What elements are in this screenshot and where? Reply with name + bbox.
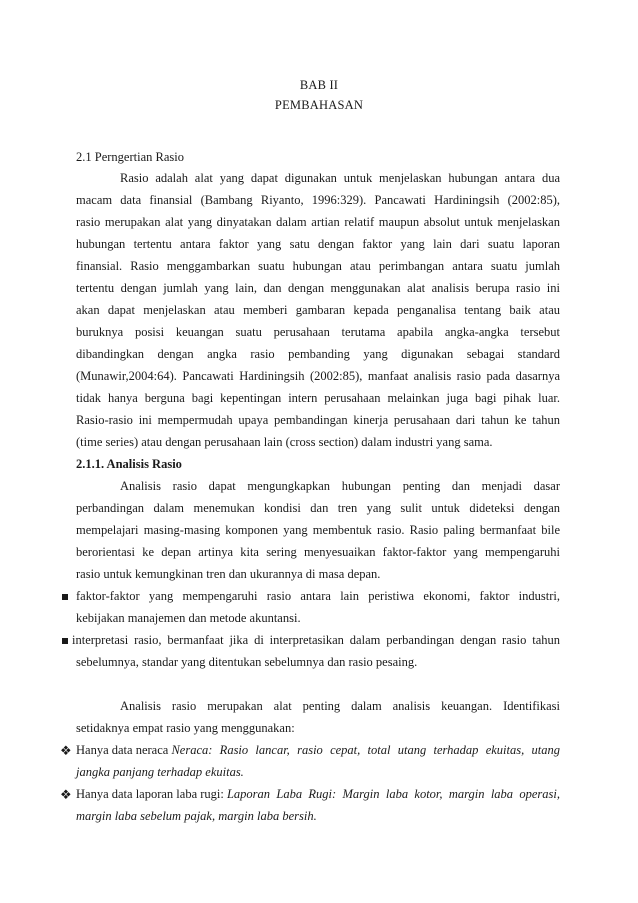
paragraph-line: dibandingkan dengan angka rasio pembanding yang digunakan sebagai standard: [76, 347, 560, 361]
four-diamond-icon: ❖: [60, 787, 72, 802]
paragraph-line: perbandingan dalam menemukan kondisi dan tren yang sulit untuk dideteksi dengan: [76, 501, 560, 515]
paragraph-line: rasio untuk kemungkinan tren dan ukurannya di masa depan.: [76, 567, 381, 581]
list-item-line: [76, 787, 560, 802]
list-item-line: interpretasi rasio, bermanfaat jika di interpretasikan dalam perbandingan dengan rasio tahun: [72, 633, 560, 647]
paragraph-line: akan dapat menjelaskan atau memberi gambaran kepada penganalisa tentang baik atau: [76, 303, 560, 317]
list-item-italic: Neraca: Rasio lancar, rasio cepat, total utang terhadap ekuitas, utang: [171, 743, 560, 757]
list-item-line: faktor-faktor yang mempengaruhi rasio antara lain peristiwa ekonomi, faktor industri,: [76, 589, 560, 603]
paragraph-line: finansial. Rasio menggambarkan suatu hubungan atau perimbangan antara suatu jumlah: [76, 259, 560, 273]
black-square-icon: [62, 638, 68, 644]
list-item-line: jangka panjang terhadap ekuitas.: [76, 765, 244, 779]
paragraph-line: berorientasi ke depan artinya kita sering menyesuaikan faktor-faktor yang mempengaruhi: [76, 545, 560, 559]
list-item-lead: Hanya data laporan laba rugi:: [76, 787, 227, 801]
list-item-line: kebijakan manajemen dan metode akuntansi.: [76, 611, 301, 625]
list-item-lead: Hanya data neraca: [76, 743, 172, 757]
paragraph-line: Rasio-rasio ini mempermudah upaya pembandingan kinerja perusahaan dari tahun ke tahun: [76, 413, 560, 427]
paragraph-line: mempelajari masing-masing komponen yang membentuk rasio. Rasio paling bermanfaat bile: [76, 523, 560, 537]
paragraph-line: Analisis rasio merupakan alat penting dalam analisis keuangan. Identifikasi: [120, 699, 560, 713]
paragraph-line: buruknya posisi keuangan suatu perusahaan terutama apabila angka-angka tersebut: [76, 325, 560, 339]
chapter-title: BAB II: [299, 78, 339, 92]
paragraph-line: (time series) atau dengan perusahaan lain (cross section) dalam industri yang sama.: [76, 435, 493, 449]
paragraph-line: macam data finansial (Bambang Riyanto, 1996:329). Pancawati Hardiningsih (2002:85),: [76, 193, 560, 207]
paragraph-line: (Munawir,2004:64). Pancawati Hardiningsih (2002:85), manfaat analisis rasio pada dasarnya: [76, 369, 560, 383]
paragraph-line: Analisis rasio dapat mengungkapkan hubungan penting dan menjadi dasar: [120, 479, 560, 493]
list-item-line: [76, 743, 560, 758]
section-heading: 2.1 Perngertian Rasio: [76, 150, 184, 164]
four-diamond-icon: ❖: [60, 743, 72, 758]
list-item-line: sebelumnya, standar yang ditentukan sebelumnya dan rasio pesaing.: [76, 655, 418, 669]
list-item-italic: Laporan Laba Rugi: Margin laba kotor, margin laba operasi,: [226, 787, 560, 801]
paragraph-line: rasio merupakan alat yang dinyatakan dalam artian relatif maupun absolut untuk menjelaskan: [76, 215, 560, 229]
list-item-line: margin laba sebelum pajak, margin laba bersih.: [76, 809, 317, 823]
black-square-icon: [62, 594, 68, 600]
subsection-heading: 2.1.1. Analisis Rasio: [76, 457, 182, 471]
paragraph-line: Rasio adalah alat yang dapat digunakan untuk menjelaskan hubungan antara dua: [120, 171, 560, 185]
paragraph-line: tertentu dengan jumlah yang lain, dan dengan menggunakan alat analisis berupa rasio ini: [76, 281, 560, 295]
paragraph-line: tidak hanya berguna bagi kepentingan intern perusahaan melainkan juga bagi pihak luar.: [76, 391, 560, 405]
paragraph-line: setidaknya empat rasio yang menggunakan:: [76, 721, 295, 735]
chapter-subtitle: PEMBAHASAN: [274, 98, 364, 112]
paragraph-line: hubungan tertentu antara faktor yang satu dengan faktor yang lain dari suatu laporan: [76, 237, 560, 251]
